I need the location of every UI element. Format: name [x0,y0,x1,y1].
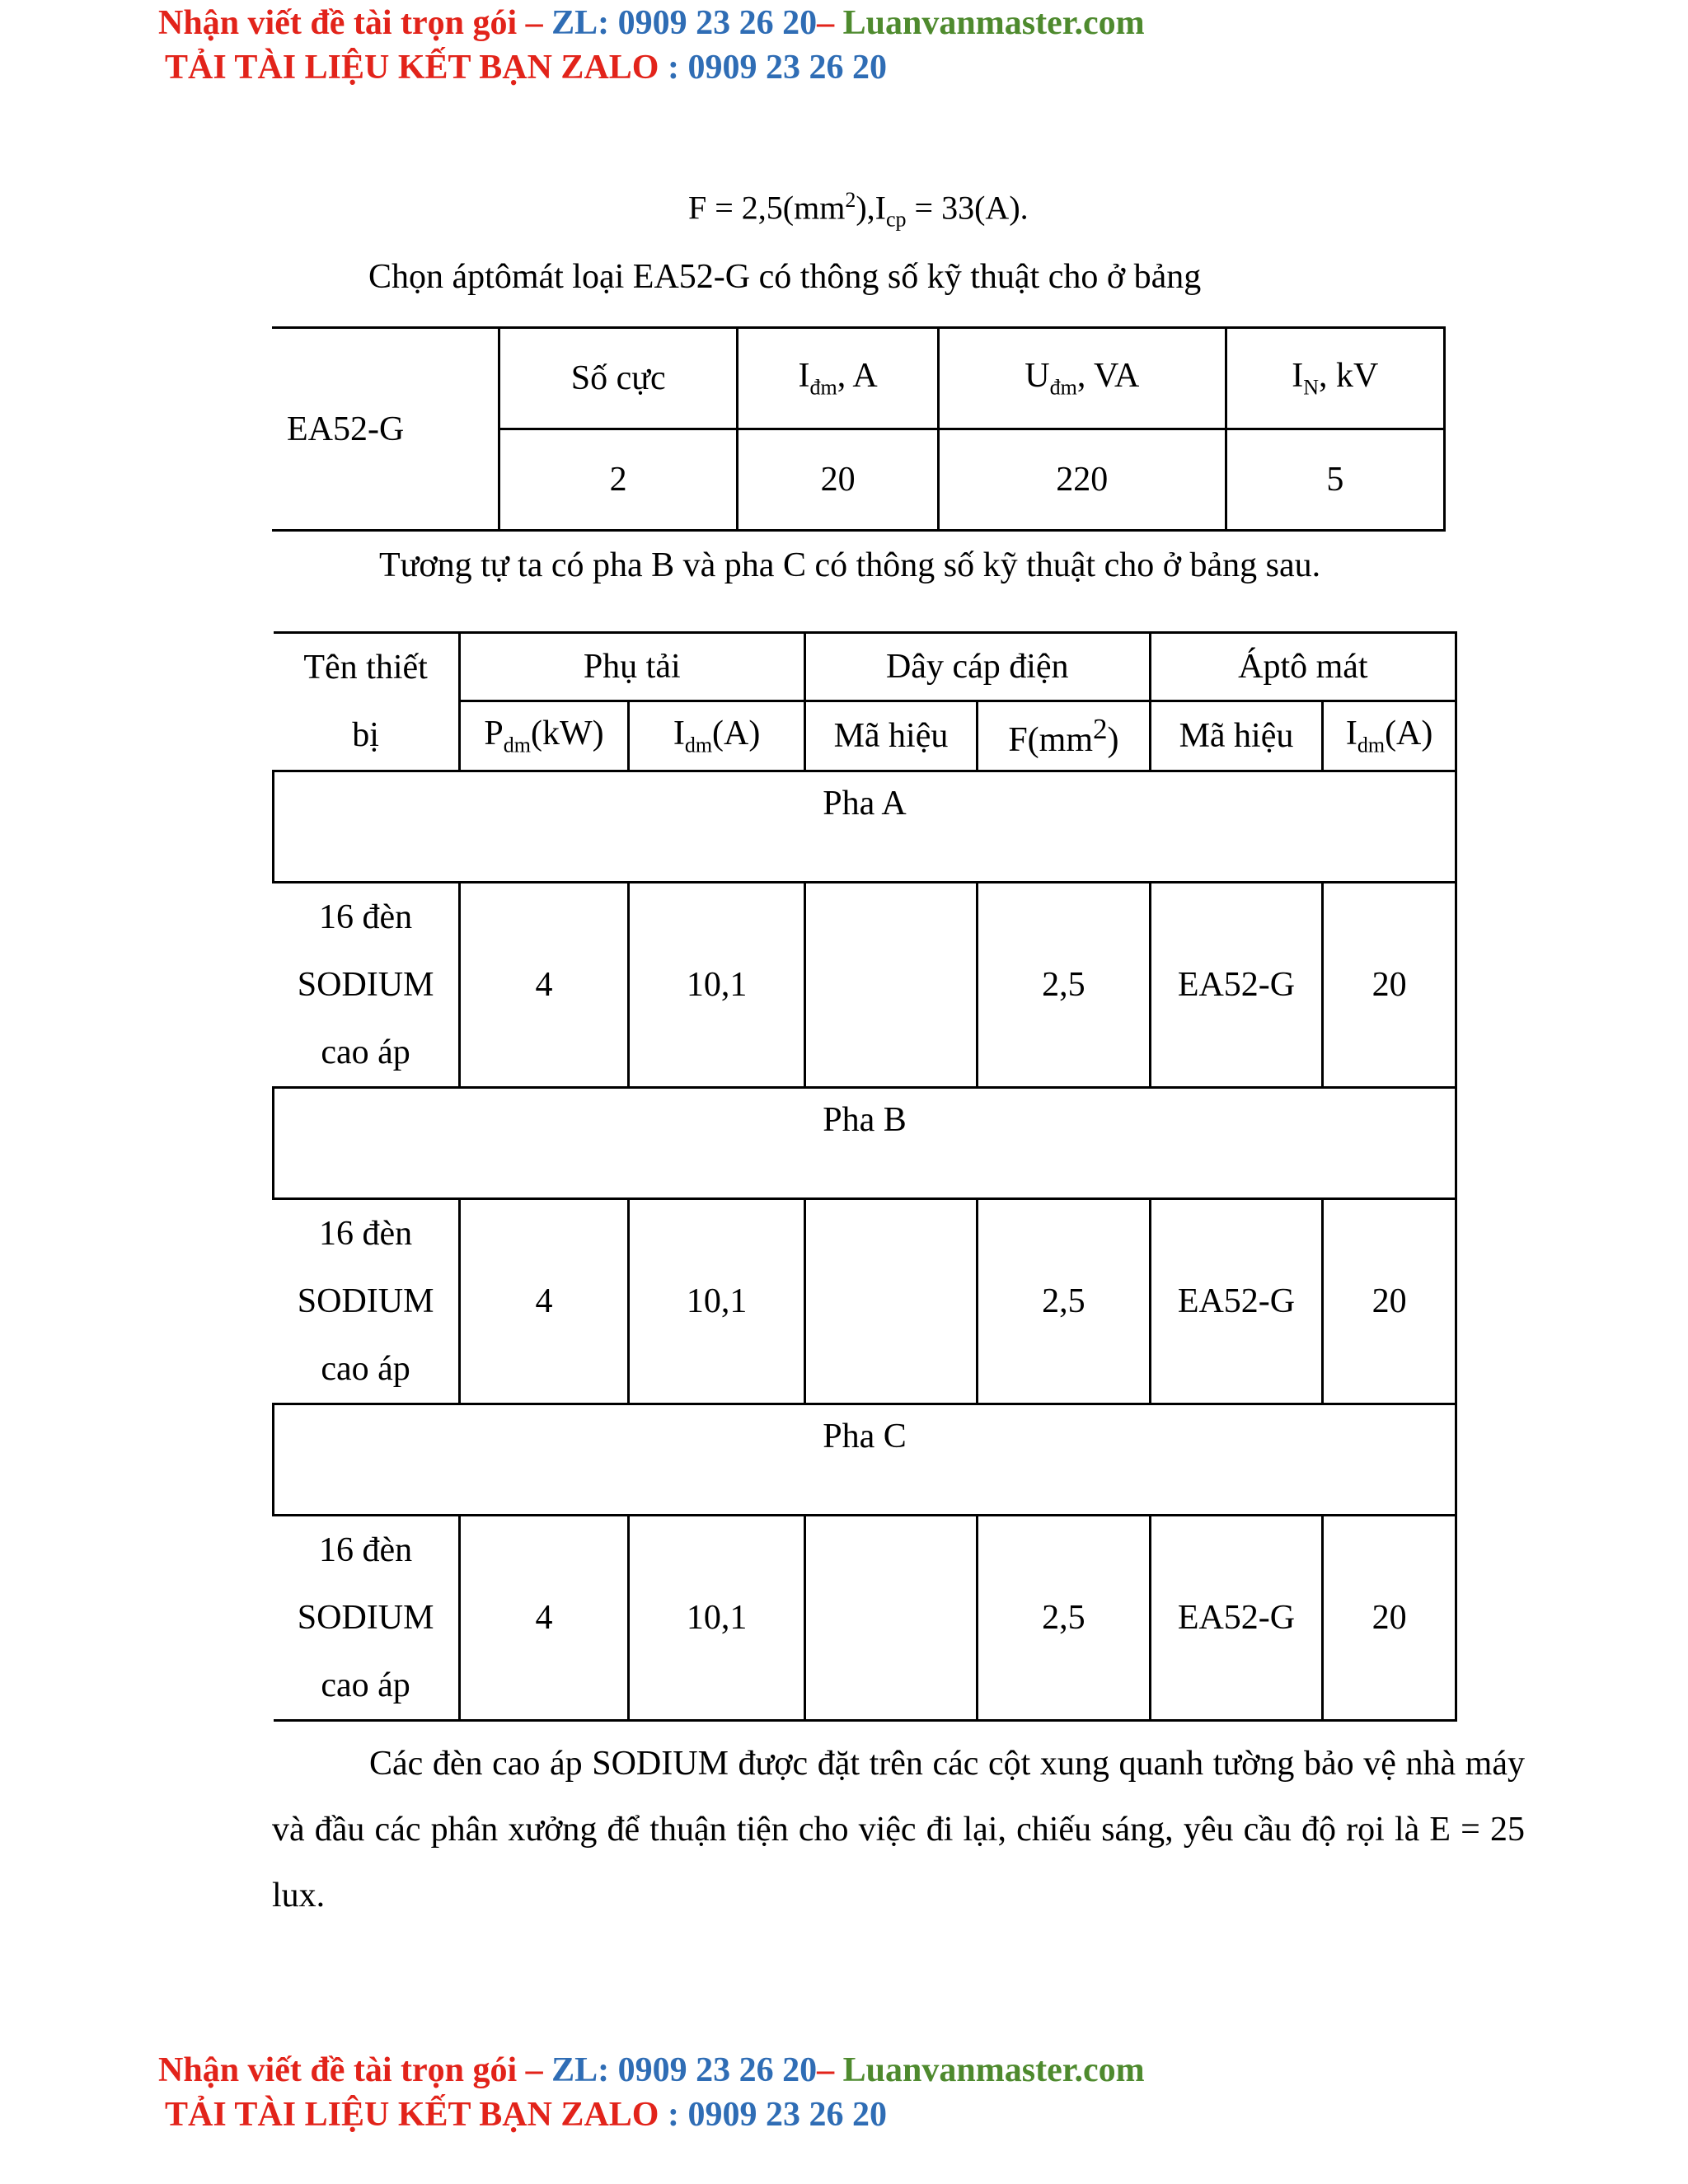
value-poles: 2 [499,429,738,531]
header-power: $P_{dm}(kW)$ [459,701,629,771]
cross-section-value: 2,5 [978,883,1151,1088]
breaker-model-cell: EA52-G [272,328,499,531]
phase-row [274,1088,1456,1199]
device-name: 16 đèn SODIUM cao áp [274,883,460,1088]
formula-sub: cp [886,207,907,232]
header-breaking-current: $I_N$, kV [1226,328,1444,429]
device-name: 16 đèn SODIUM cao áp [274,1199,460,1404]
footer-site-link[interactable]: Luanvanmaster.com [842,2051,1145,2089]
body-paragraph [272,1731,1525,1929]
header-breaker: Áptô mát [1150,633,1456,701]
header-ad-text: Nhận viết đề tài trọn gói [158,4,518,42]
header-zalo-phone[interactable]: : 0909 23 26 20 [659,49,887,87]
value-rated-current: 20 [738,429,939,531]
header-breaker-code: Mã hiệu [1150,701,1323,771]
device-name: 16 đèn SODIUM cao áp [274,1516,460,1721]
header-load: Phụ tải [459,633,804,701]
breaker-current-value: 20 [1323,883,1456,1088]
header-ad-dash: – [817,4,843,42]
breaker-code-value: EA52-G [1150,1516,1323,1721]
footer-ad-text: Nhận viết đề tài trọn gói [158,2051,518,2089]
cable-code-value [804,883,977,1088]
breaker-current-value: 20 [1323,1199,1456,1404]
value-breaking-current: 5 [1226,429,1444,531]
header-ad-sep: – [517,4,552,42]
table-header-row [274,633,1456,701]
power-value: 4 [459,883,629,1088]
table-row [274,1516,1456,1721]
table-row [274,1199,1456,1404]
formula-part: ),I [856,189,886,227]
header-cable-code: Mã hiệu [804,701,977,771]
body-paragraph-text: Các đèn cao áp SODIUM được đặt trên các cột xung quanh tường bảo vệ nhà máy và đầu các phân xưởng để thuận tiện cho việc đi lại, chiếu sáng, yêu cầu độ rọi là E = 25 lux. [272,1745,1525,1915]
intro-paragraph-1: Chọn áptômát loại EA52-G có thông số kỹ thuật cho ở bảng [368,258,1202,296]
phase-label: Pha B [274,1088,1456,1199]
formula-sup: 2 [845,188,856,212]
header-ad-line-1 [158,2,1145,45]
footer-ad-line-2 [165,2093,887,2136]
footer-ad-dash: – [817,2051,843,2089]
phase-label: Pha C [274,1404,1456,1516]
phase-row [274,771,1456,883]
breaker-spec-table [272,326,1446,532]
header-download-text: TẢI TÀI LIỆU KẾT BẠN ZALO [165,49,659,87]
header-rated-voltage: $U_{đm}$, VA [938,328,1226,429]
table-row [274,883,1456,1088]
phase-spec-table [272,631,1457,1722]
footer-zalo-number[interactable]: ZL: 0909 23 26 20 [551,2051,818,2089]
table-row [272,328,1445,429]
header-ad-line-2 [165,46,887,89]
current-value: 10,1 [629,1199,804,1404]
power-value: 4 [459,1199,629,1404]
value-rated-voltage: 220 [938,429,1226,531]
breaker-current-value: 20 [1323,1516,1456,1721]
cable-code-value [804,1199,977,1404]
header-poles: Số cực [499,328,738,429]
footer-ad-sep: – [517,2051,552,2089]
formula-part: = 33(A). [906,189,1029,227]
cross-section-value: 2,5 [978,1516,1151,1721]
header-device: Tên thiết bị [274,633,460,771]
header-cable: Dây cáp điện [804,633,1150,701]
footer-zalo-phone[interactable]: : 0909 23 26 20 [659,2096,887,2134]
cross-section-value: 2,5 [978,1199,1151,1404]
header-breaker-current: $I_{dm}(A)$ [1323,701,1456,771]
formula-line [688,188,1029,232]
current-value: 10,1 [629,883,804,1088]
cable-code-value [804,1516,977,1721]
header-cross-section: $F(mm^2)$ [978,701,1151,771]
current-value: 10,1 [629,1516,804,1721]
phase-row [274,1404,1456,1516]
footer-download-text: TẢI TÀI LIỆU KẾT BẠN ZALO [165,2096,659,2134]
phase-label: Pha A [274,771,1456,883]
header-current: $I_{dm}(A)$ [629,701,804,771]
header-rated-current: $I_{đm}$, A [738,328,939,429]
power-value: 4 [459,1516,629,1721]
header-zalo-number[interactable]: ZL: 0909 23 26 20 [551,4,818,42]
formula-part: F = 2,5(mm [688,189,846,227]
intro-paragraph-2: Tương tự ta có pha B và pha C có thông số kỹ thuật cho ở bảng sau. [379,546,1321,584]
breaker-code-value: EA52-G [1150,1199,1323,1404]
footer-ad-line-1 [158,2049,1145,2092]
breaker-code-value: EA52-G [1150,883,1323,1088]
header-site-link[interactable]: Luanvanmaster.com [842,4,1145,42]
